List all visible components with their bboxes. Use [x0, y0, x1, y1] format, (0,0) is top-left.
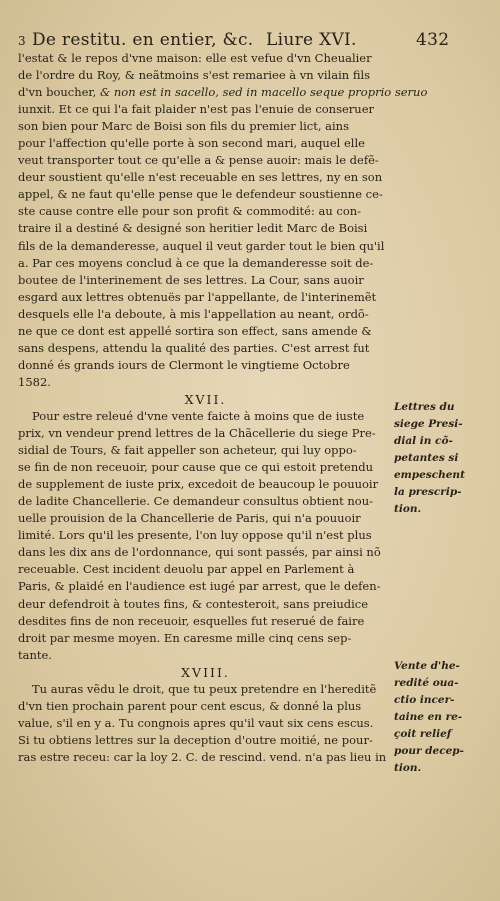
text-line: 1582.	[18, 374, 51, 389]
running-title: De restitu. en entier, &c.	[31, 30, 254, 50]
margin-line: pour decep-	[394, 745, 464, 758]
text-line: droit par mesme moyen. En caresme mille cinq cens sep-	[18, 630, 352, 645]
text-line: ste cause contre elle pour son profit & commodité: au con-	[18, 204, 362, 219]
text-line: se fin de non receuoir, pour cause que ce qui estoit pretendu	[18, 460, 374, 475]
margin-line: la prescrip-	[394, 486, 462, 499]
margin-line: ctio incer-	[394, 694, 455, 707]
text-line: receuable. Cest incident deuolu par appel en Parlement à	[18, 562, 355, 577]
running-header	[18, 30, 458, 52]
text-line: ras estre receu: car la loy 2. C. de rescind. vend. n'a pas lieu in	[18, 749, 387, 764]
text-line: tante.	[18, 647, 52, 662]
text-line: ne que ce dont est appellé sortira son effect, sans amende &	[18, 323, 372, 338]
text-line: deur soustient qu'elle n'est receuable en ses lettres, ny en son	[18, 170, 383, 185]
margin-line: siege Presi-	[394, 418, 463, 431]
text-line: uelle prouision de la Chancellerie de Paris, qui n'a pouuoir	[18, 511, 361, 526]
text-line: sidial de Tours, & fait appeller son acheteur, qui luy oppo-	[18, 443, 357, 458]
text-line: sans despens, attendu la qualité des parties. C'est arrest fut	[18, 340, 370, 355]
text-line: Si tu obtiens lettres sur la deception d'outre moitié, ne pour-	[18, 732, 373, 747]
text-line: donné és grands iours de Clermont le vingtieme Octobre	[18, 357, 350, 372]
text-line	[18, 84, 428, 101]
text-line: de supplement de iuste prix, excedoit de beaucoup le pouuoir	[18, 477, 379, 492]
text-line: Paris, & plaidé en l'audience est iugé par arrest, que le defen-	[18, 579, 381, 594]
text-line: l'estat & le repos d'vne maison: elle est vefue d'vn Cheualier	[18, 51, 372, 65]
margin-line: çoit relief	[394, 728, 452, 741]
text-line: d'vn tien prochain parent pour cent escus, & donné la plus	[18, 698, 362, 713]
page-number: 432	[416, 30, 450, 50]
text-line: fils de la demanderesse, auquel il veut garder tout le bien qu'il	[18, 238, 385, 253]
text-line: desdites fins de non receuoir, esquelles fut reserué de faire	[18, 613, 365, 628]
margin-line: taine en re-	[394, 711, 463, 724]
margin-note-18	[394, 658, 484, 777]
margin-line: redité oua-	[394, 677, 459, 690]
text-line: Pour estre releué d'vne vente faicte à moins que de iuste	[32, 408, 365, 423]
margin-line: tion.	[394, 762, 422, 775]
margin-line: empeschent	[394, 469, 465, 482]
text-line: Tu auras vẽdu le droit, que tu peux pretendre en l'hereditẽ	[32, 681, 377, 696]
margin-line: tion.	[394, 503, 422, 516]
text-line: traire il a destiné & designé son heritier ledit Marc de Boisi	[18, 221, 368, 236]
book-number: Liure XVI.	[266, 30, 357, 50]
text-line: boutee de l'interinement de ses lettres. La Cour, sans auoir	[18, 272, 364, 287]
margin-line: Lettres du	[394, 401, 455, 413]
section-number-18: XVIII.	[181, 664, 230, 680]
text-line: value, s'il en y a. Tu congnois apres qu'il vaut six cens escus.	[18, 715, 374, 730]
text-line: a. Par ces moyens conclud à ce que la demanderesse soit de-	[18, 255, 374, 270]
text-line-start: d'vn boucher,	[18, 85, 97, 100]
margin-line: Vente d'he-	[394, 660, 460, 672]
margin-line: dial in cõ-	[394, 435, 453, 448]
latin-quotation: & non est in sacello, sed in macello seque proprio seruo	[99, 85, 428, 100]
text-line: iunxit. Et ce qui l'a fait plaider n'est pas l'enuie de conseruer	[18, 102, 375, 117]
margin-line: petantes si	[394, 452, 459, 465]
margin-note-17	[394, 399, 484, 518]
text-line: veut transporter tout ce qu'elle a & pense auoir: mais le defẽ-	[18, 153, 379, 168]
text-line: desquels elle l'a deboute, à mis l'appellation au neant, ordõ-	[18, 306, 369, 321]
text-line: son bien pour Marc de Boisi son fils du premier lict, ains	[18, 119, 349, 134]
text-line: deur defendroit à toutes fins, & contesteroit, sans preiudice	[18, 596, 369, 611]
text-line: limité. Lors qu'il les presente, l'on luy oppose qu'il n'est plus	[18, 528, 372, 543]
signature-mark: 3	[18, 34, 26, 48]
text-line: de l'ordre du Roy, & neãtmoins s'est remariee à vn vilain fils	[18, 68, 371, 83]
text-line: de ladite Chancellerie. Ce demandeur consultus obtient nou-	[18, 494, 374, 509]
text-line: pour l'affection qu'elle porte à son second mari, auquel elle	[18, 136, 365, 151]
text-line: esgard aux lettres obtenuës par l'appellante, de l'interinemẽt	[18, 289, 377, 304]
text-line: dans les dix ans de l'ordonnance, qui sont passés, par ainsi nõ	[18, 545, 381, 560]
section-number-17: XVII.	[184, 391, 227, 407]
text-line: appel, & ne faut qu'elle pense que le defendeur soustienne ce-	[18, 187, 383, 202]
text-line: prix, vn vendeur prend lettres de la Chãcellerie du siege Pre-	[18, 426, 376, 441]
